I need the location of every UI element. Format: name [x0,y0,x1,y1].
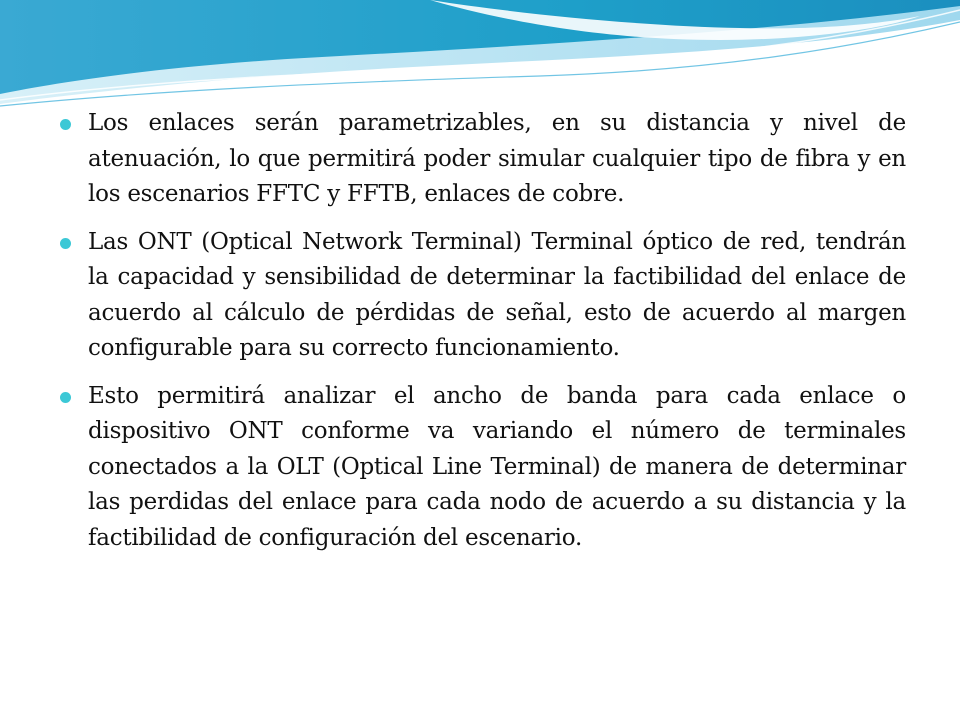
bullet-text: Esto permitirá analizar el ancho de banda para cada enlace o dispositivo ONT conforme va variando el número de terminales conectados a la OLT (Optical Line Terminal) de manera de determinar las perdidas del enlace para cada nodo de acuerdo a su distancia y la factibilidad de configuración del escenario. [88,382,906,551]
bullet-item-ont [60,225,906,367]
bullet-text: Los enlaces serán parametrizables, en su distancia y nivel de atenuación, lo que permitirá poder simular cualquier tipo de fibra y en los escenarios FFTC y FFTB, enlaces de cobre. [88,110,906,207]
bullet-item-links [60,106,906,213]
bullet-list [60,106,906,568]
bullet-item-bandwidth [60,379,906,557]
bullet-dot-icon [60,119,71,130]
bullet-dot-icon [60,238,71,249]
bullet-text: Las ONT (Optical Network Terminal) Terminal óptico de red, tendrán la capacidad y sensibilidad de determinar la factibilidad del enlace de acuerdo al cálculo de pérdidas de señal, esto de acuerdo al margen configurable para su correcto funcionamiento. [88,228,906,361]
bullet-dot-icon [60,392,71,403]
header-wave-decoration [0,0,960,110]
